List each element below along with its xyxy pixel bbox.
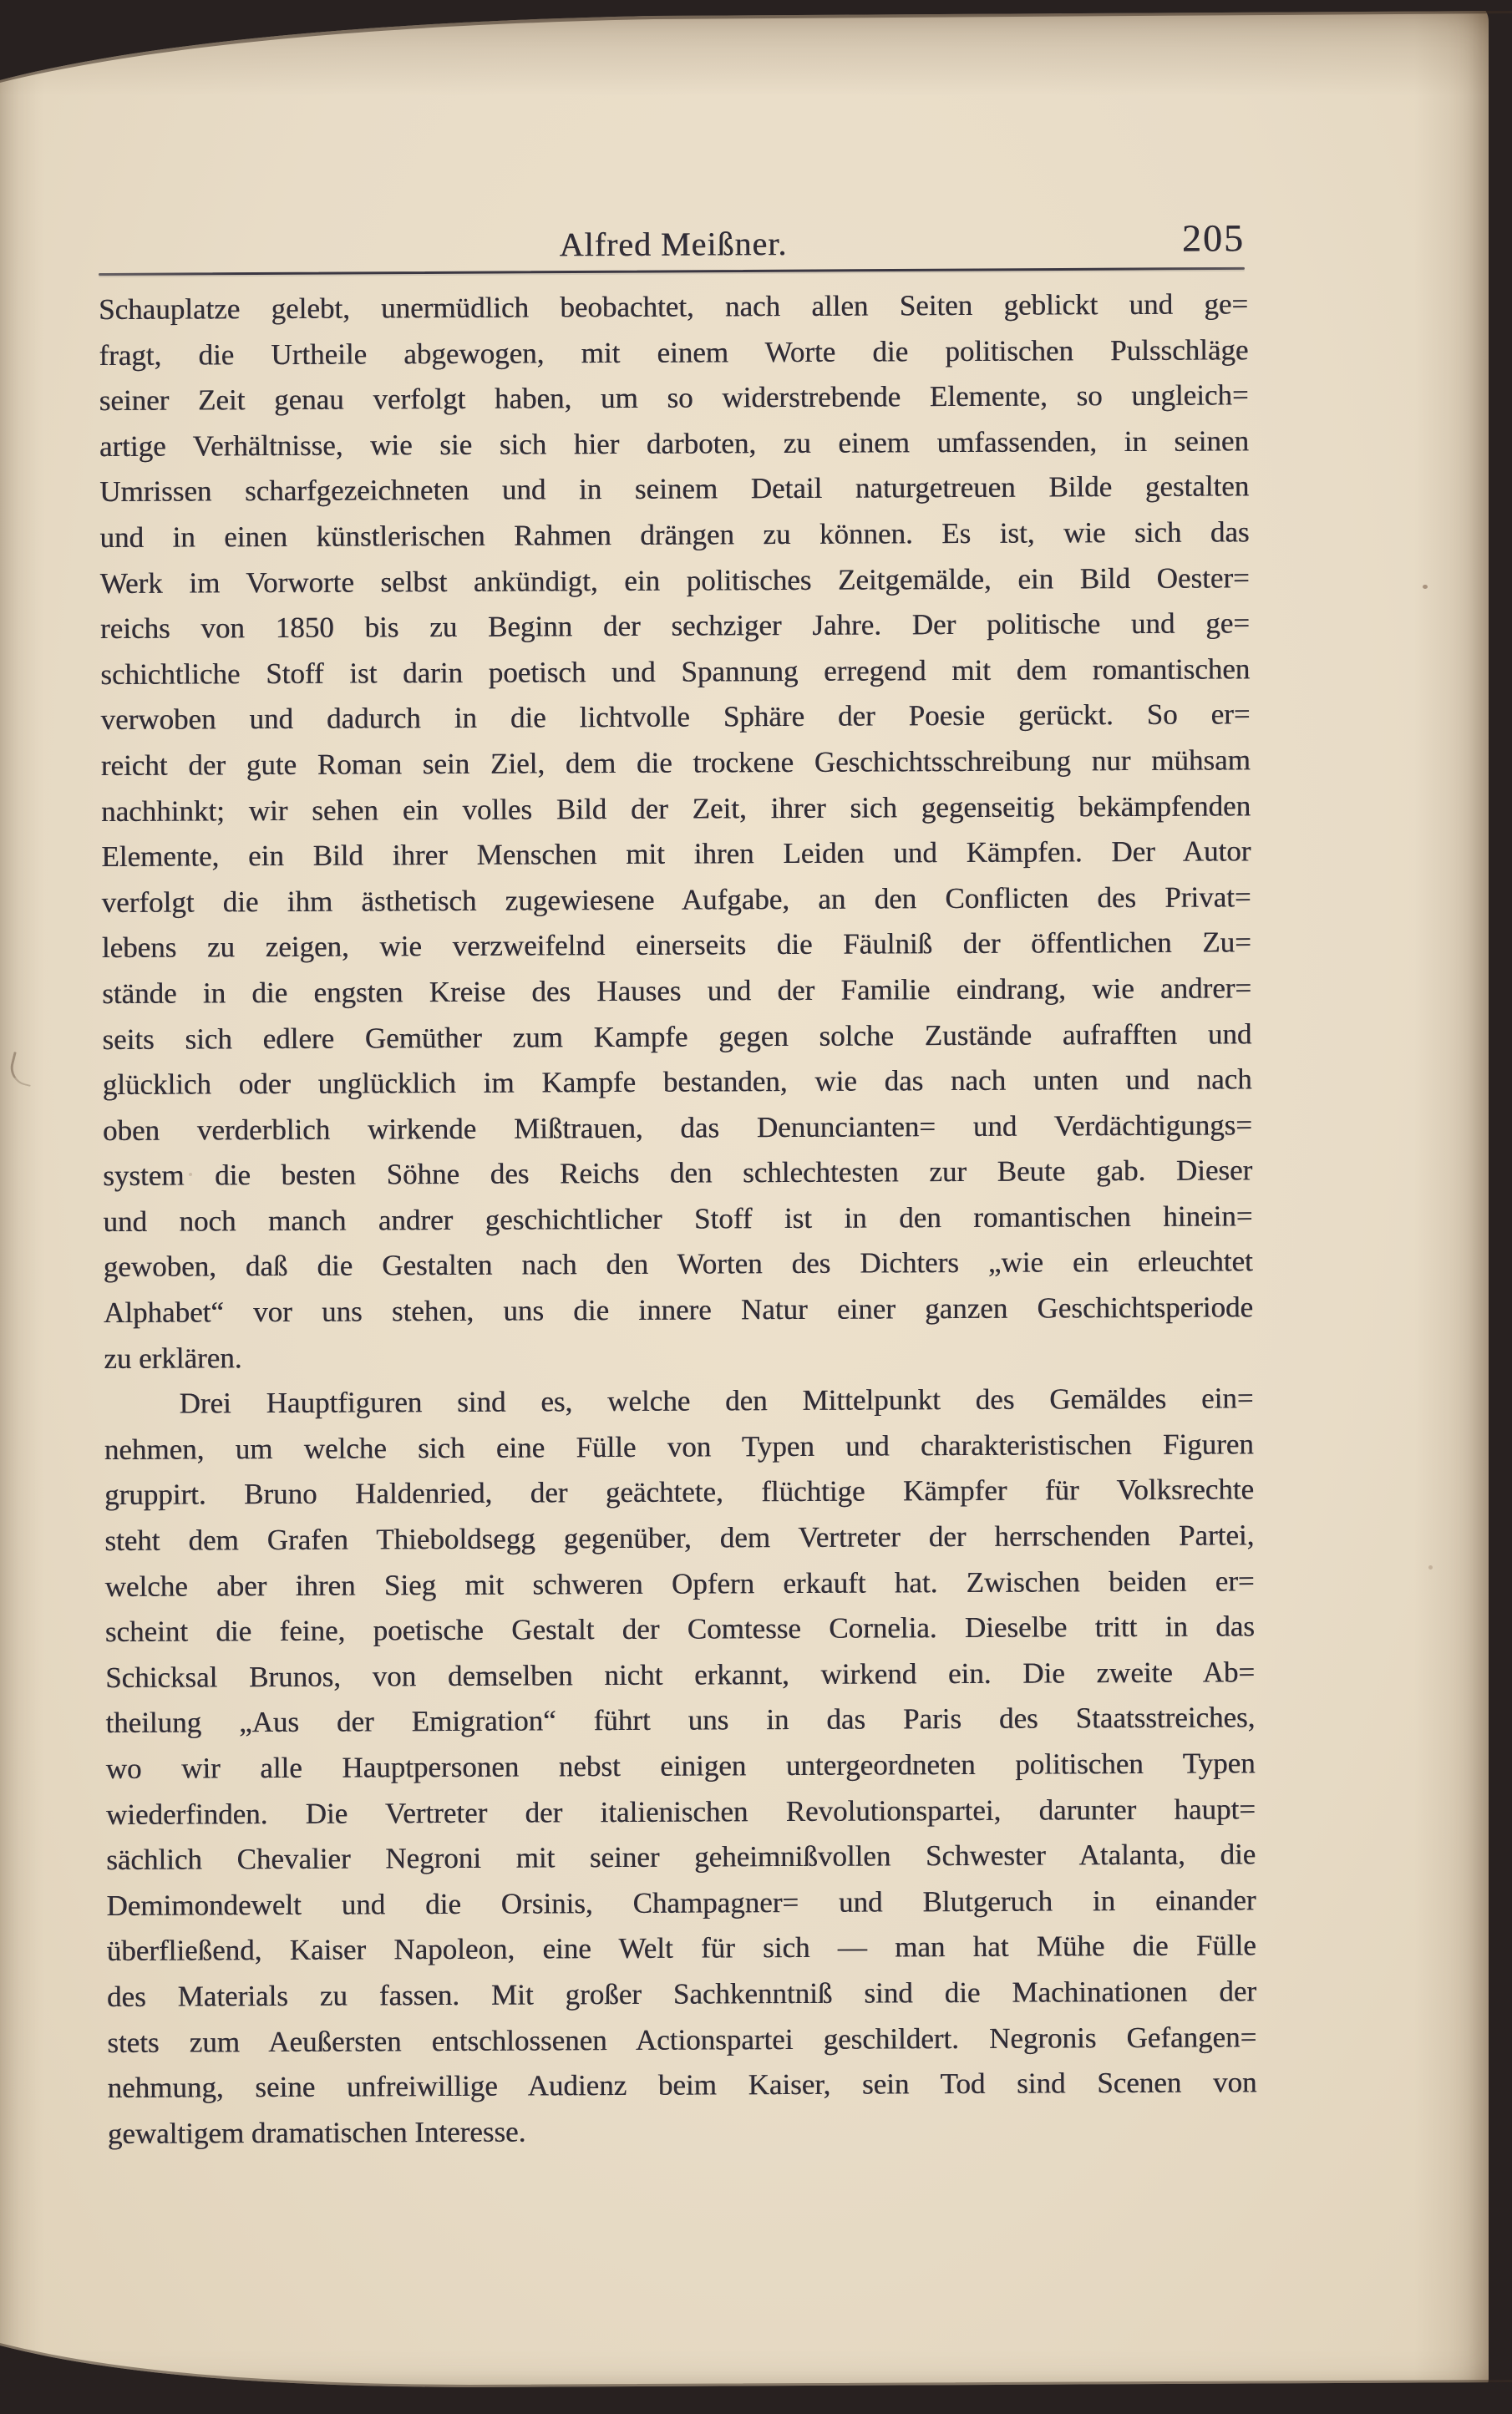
text-line: steht dem Grafen Thieboldsegg gegenüber, dem Vertreter der herrschenden Partei, (104, 1519, 1255, 1558)
text-line: artige Verhältnisse, wie sie sich hier darboten, zu einem umfassenden, in seinen (99, 424, 1250, 463)
text-line: wiederfinden. Die Vertreter der italienischen Revolutionspartei, darunter haupt= (105, 1792, 1256, 1831)
text-line: seits sich edlere Gemüther zum Kampfe gegen solche Zustände aufrafften und (102, 1017, 1252, 1056)
text-line: system die besten Söhne des Reichs den schlechtesten zur Beute gab. Dieser (103, 1154, 1253, 1193)
running-title: Alfred Meißner. (559, 224, 788, 264)
text-line: verwoben und dadurch in die lichtvolle Sphäre der Poesie gerückt. So er= (100, 697, 1251, 737)
text-line: Elemente, ein Bild ihrer Menschen mit ihren Leiden und Kämpfen. Der Autor (101, 834, 1251, 874)
text-line: reichs von 1850 bis zu Beginn der sechziger Jahre. Der politische und ge= (99, 606, 1251, 646)
text-line: und noch manch andrer geschichtlicher Stoff ist in den romantischen hinein= (103, 1199, 1253, 1238)
text-line: Alphabet“ vor uns stehen, uns die innere Natur einer ganzen Geschichtsperiode (103, 1291, 1254, 1330)
paper-speck (189, 1173, 192, 1176)
text-line: und in einen künstlerischen Rahmen drängen zu können. Es ist, wie sich das (99, 515, 1250, 554)
text-line: glücklich oder unglücklich im Kampfe bestanden, wie das nach unten und nach (102, 1062, 1252, 1102)
text-line: gewaltigem dramatischen Interesse. (107, 2115, 526, 2150)
text-line: fragt, die Urtheile abgewogen, mit einem Worte die politischen Pulsschläge (99, 332, 1249, 372)
text-line: verfolgt die ihm ästhetisch zugewiesene Aufgabe, an den Conflicten des Privat= (101, 880, 1251, 919)
text-line: Drei Hauptfiguren sind es, welche den Mittelpunkt des Gemäldes ein= (179, 1382, 1254, 1420)
text-line: nehmung, seine unfreiwillige Audienz beim Kaiser, sein Tod sind Scenen von (107, 2066, 1257, 2105)
text-line: zu erklären. (104, 1341, 242, 1375)
text-line: welche aber ihren Sieg mit schweren Opfern erkauft hat. Zwischen beiden er= (104, 1564, 1255, 1603)
text-line: oben verderblich wirkende Mißtrauen, das Denuncianten= und Verdächtigungs= (102, 1108, 1253, 1147)
text-line: sächlich Chevalier Negroni mit seiner geheimnißvollen Schwester Atalanta, die (106, 1838, 1256, 1877)
text-line: theilung „Aus der Emigration“ führt uns in das Paris des Staatsstreiches, (105, 1701, 1256, 1740)
paper-speck (1423, 585, 1428, 589)
text-line: Umrissen scharfgezeichneten und in seinem Detail naturgetreuen Bilde gestalten (99, 469, 1250, 509)
text-line: gruppirt. Bruno Haldenried, der geächtete, flüchtige Kämpfer für Volksrechte (104, 1473, 1255, 1512)
paper-speck (1428, 1565, 1433, 1570)
text-line: seiner Zeit genau verfolgt haben, um so widerstrebende Elemente, so ungleich= (99, 378, 1249, 418)
body-text (99, 281, 1257, 2157)
text-line: stände in die engsten Kreise des Hauses und der Familie eindrang, wie andrer= (102, 971, 1252, 1010)
text-line: gewoben, daß die Gestalten nach den Worten des Dichters „wie ein erleuchtet (103, 1245, 1253, 1284)
text-line: Schicksal Brunos, von demselben nicht erkannt, wirkend ein. Die zweite Ab= (105, 1656, 1256, 1694)
text-line: stets zum Aeußersten entschlossenen Actionspartei geschildert. Negronis Gefangen= (107, 2020, 1257, 2059)
text-line: Schauplatze gelebt, unermüdlich beobachtet, nach allen Seiten geblickt und ge= (99, 287, 1249, 326)
paper-crease-mark (7, 1052, 38, 1087)
text-line: reicht der gute Roman sein Ziel, dem die trockene Geschichtsschreibung nur mühsam (100, 743, 1251, 782)
text-line: scheint die feine, poetische Gestalt der Comtesse Cornelia. Dieselbe tritt in das (104, 1610, 1255, 1649)
text-line: Demimondewelt und die Orsinis, Champagner= und Blutgeruch in einander (106, 1884, 1256, 1922)
text-line: wo wir alle Hauptpersonen nebst einigen untergeordneten politischen Typen (105, 1747, 1256, 1785)
page-number: 205 (1181, 216, 1246, 260)
text-line: Werk im Vorworte selbst ankündigt, ein politisches Zeitgemälde, ein Bild Oester= (99, 560, 1250, 600)
text-line: lebens zu zeigen, wie verzweifelnd einerseits die Fäulniß der öffentlichen Zu= (101, 926, 1251, 965)
text-line: nehmen, um welche sich eine Fülle von Typen und charakteristischen Figuren (104, 1428, 1254, 1466)
text-line: schichtliche Stoff ist darin poetisch und Spannung erregend mit dem romantischen (100, 652, 1251, 691)
text-line: des Materials zu fassen. Mit großer Sachkenntniß sind die Machinationen der (106, 1975, 1257, 2013)
text-line: nachhinkt; wir sehen ein volles Bild der Zeit, ihrer sich gegenseitig bekämpfenden (100, 789, 1251, 828)
text-line: überfließend, Kaiser Napoleon, eine Welt für sich — man hat Mühe die Fülle (106, 1929, 1256, 1968)
